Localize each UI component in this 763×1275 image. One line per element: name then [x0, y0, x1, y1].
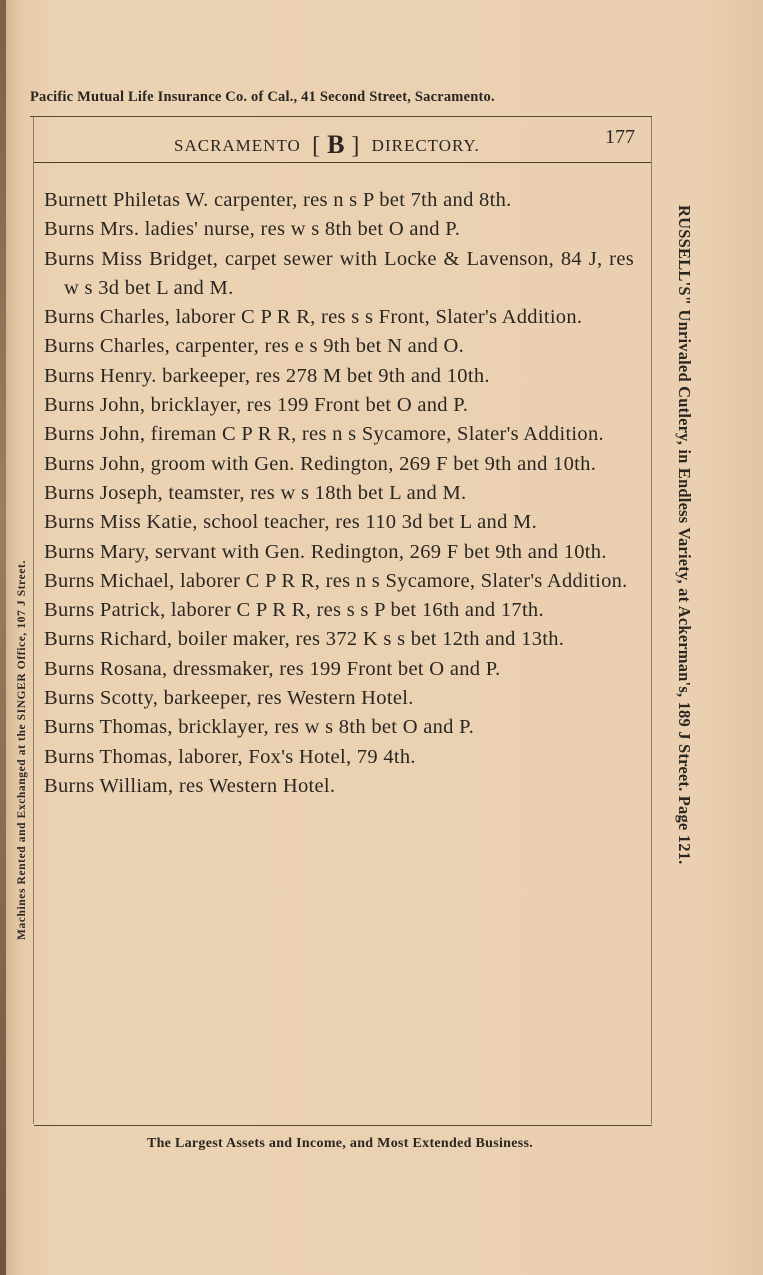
left-margin-advertisement: Machines Rented and Exchanged at the SINGER Office, 107 J Street. — [16, 560, 28, 940]
running-head-directory: DIRECTORY. — [371, 136, 480, 155]
directory-entry: Burns Rosana, dressmaker, res 199 Front bet O and P. — [44, 657, 501, 680]
directory-entry: Burns Joseph, teamster, res w s 18th bet L and M. — [44, 481, 467, 504]
page-number: 177 — [605, 126, 635, 148]
book-spine-shadow — [0, 0, 6, 1275]
directory-entry: Burns Patrick, laborer C P R R, res s s P bet 16th and 17th. — [44, 599, 544, 622]
directory-entry: Burns Charles, carpenter, res e s 9th bet N and O. — [44, 335, 465, 358]
frame-bottom-rule — [34, 1125, 652, 1126]
directory-entry: Burns Miss Bridget, carpet sewer with Locke & Lavenson, 84 J, res w s 3d bet L and M. — [44, 247, 634, 299]
directory-entry: Burns Richard, boiler maker, res 372 K s s bet 12th and 13th. — [44, 628, 565, 651]
right-margin-advertisement: RUSSELL'S" Unrivaled Cutlery, in Endless Variety, at Ackerman's, 189 J Street. Page 121. — [675, 205, 694, 865]
directory-entry: Burns Charles, laborer C P R R, res s s Front, Slater's Addition. — [44, 306, 583, 329]
directory-entry: Burns John, groom with Gen. Redington, 269 F bet 9th and 10th. — [44, 452, 597, 475]
directory-entry: Burns Thomas, laborer, Fox's Hotel, 79 4th. — [44, 745, 416, 768]
directory-entry: Burns Scotty, barkeeper, res Western Hotel. — [44, 687, 414, 710]
running-head-bracket-open: [ — [312, 133, 322, 159]
directory-entry: Burns William, res Western Hotel. — [44, 774, 336, 797]
frame-right-rule — [651, 116, 652, 1124]
directory-entry: Burns Michael, laborer C P R R, res n s Sycamore, Slater's Addition. — [44, 569, 628, 592]
running-head-rule — [34, 162, 651, 163]
directory-entry: Burns Mrs. ladies' nurse, res w s 8th bet O and P. — [44, 218, 461, 241]
directory-entry: Burns Miss Katie, school teacher, res 110 3d bet L and M. — [44, 511, 537, 534]
directory-entry: Burns John, bricklayer, res 199 Front bet O and P. — [44, 394, 469, 417]
directory-entry: Burns John, fireman C P R R, res n s Sycamore, Slater's Addition. — [44, 423, 604, 446]
top-advertisement: Pacific Mutual Life Insurance Co. of Cal., 41 Second Street, Sacramento. — [30, 89, 495, 105]
running-head-letter: B — [327, 130, 346, 159]
bottom-advertisement: The Largest Assets and Income, and Most Extended Business. — [146, 1136, 534, 1151]
directory-entry: Burns Henry. barkeeper, res 278 M bet 9th and 10th. — [44, 364, 490, 387]
running-head-title — [174, 128, 480, 158]
directory-entries — [44, 186, 634, 801]
frame-top-rule — [30, 116, 652, 117]
directory-entry: Burns Mary, servant with Gen. Redington, 269 F bet 9th and 10th. — [44, 540, 607, 563]
running-head-bracket-close: ] — [351, 133, 361, 159]
running-head — [34, 122, 651, 158]
directory-entry: Burnett Philetas W. carpenter, res n s P bet 7th and 8th. — [44, 189, 512, 211]
running-head-city: SACRAMENTO — [174, 136, 301, 155]
frame-left-rule — [33, 116, 34, 1124]
directory-entry: Burns Thomas, bricklayer, res w s 8th bet O and P. — [44, 716, 475, 739]
